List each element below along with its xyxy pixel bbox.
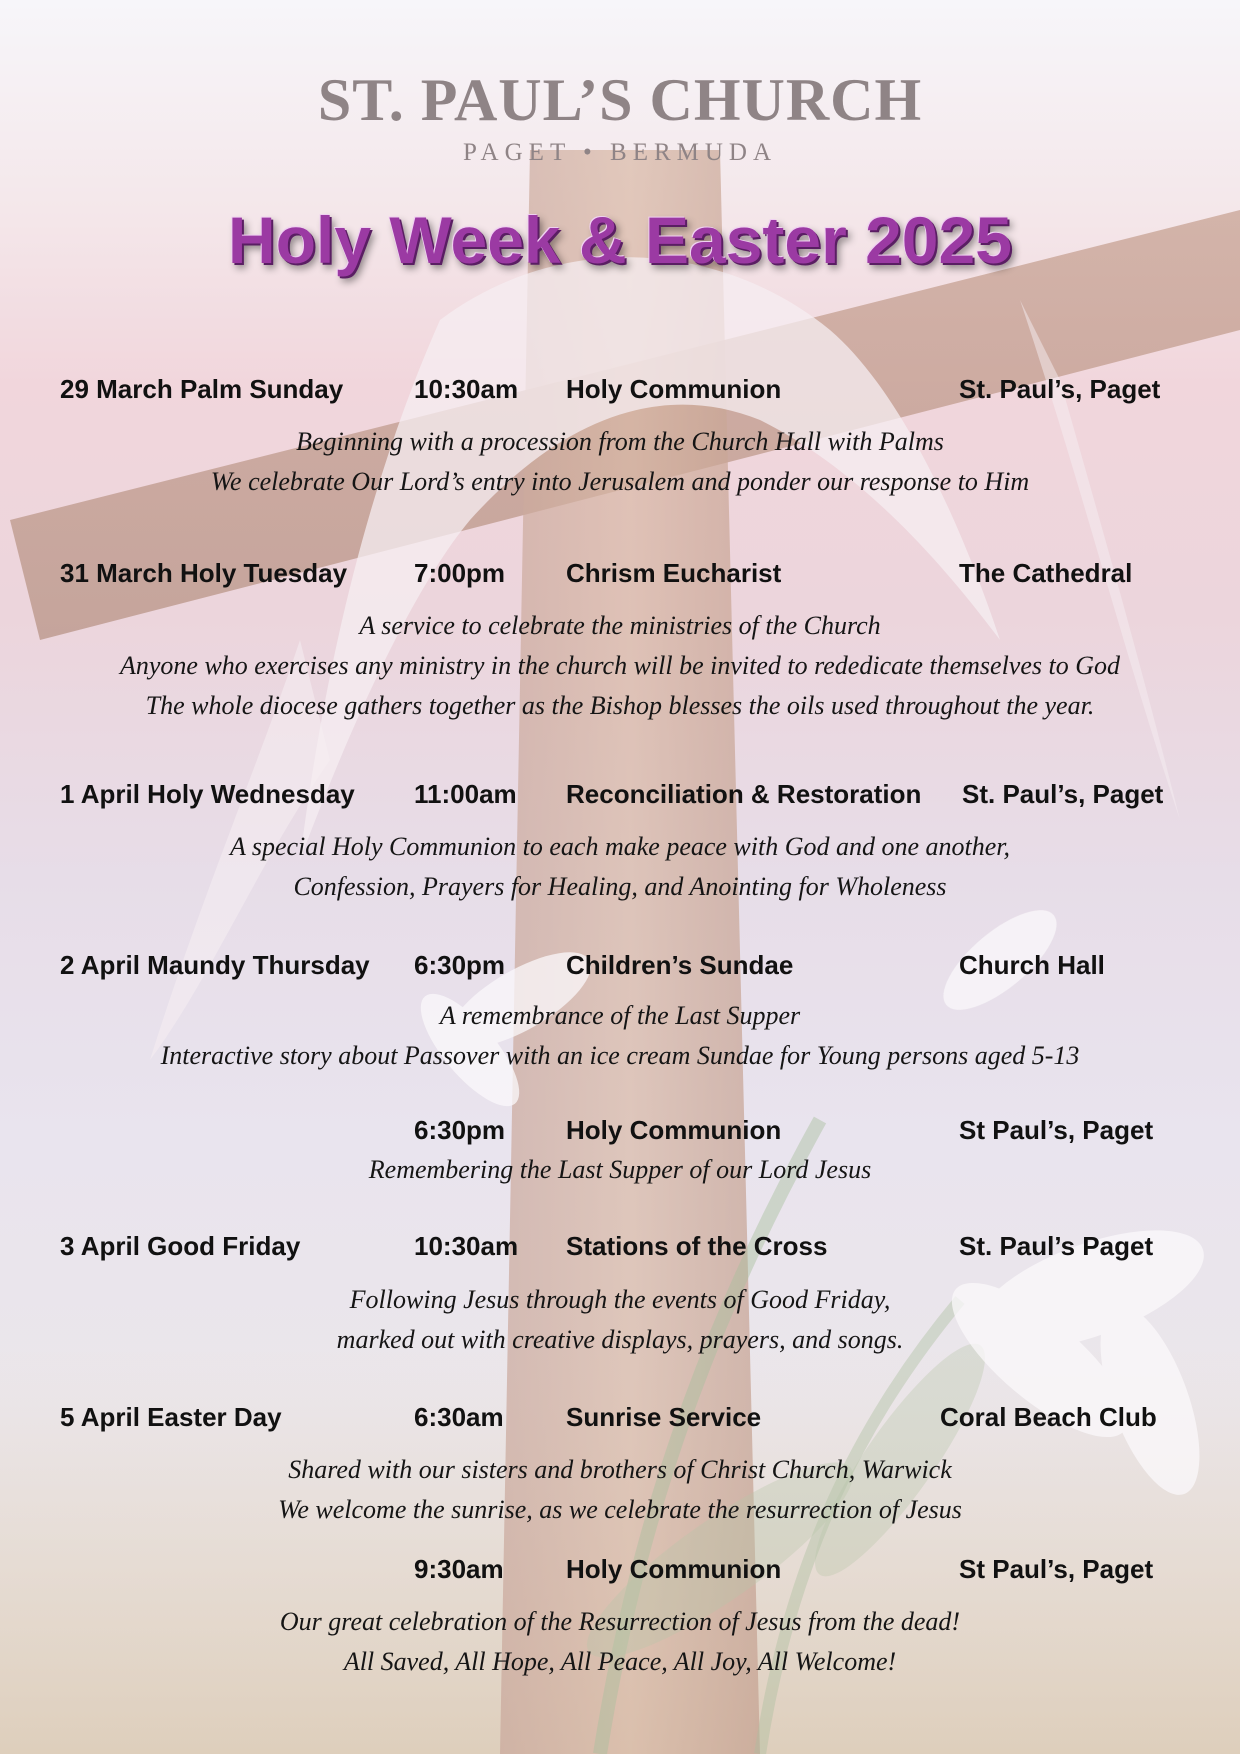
description-line: Interactive story about Passover with an ice cream Sundae for Young persons aged 5-13	[160, 1041, 1080, 1070]
event-date: 1 April Holy Wednesday	[60, 779, 355, 809]
event-row	[0, 371, 1240, 407]
event-row	[0, 947, 1240, 983]
description-line: Following Jesus through the events of Good Friday,	[349, 1285, 891, 1314]
event-row	[0, 555, 1240, 591]
event-date: 2 April Maundy Thursday	[60, 950, 370, 980]
event-description	[0, 827, 1240, 907]
event-date: 31 March Holy Tuesday	[60, 558, 348, 588]
event-description	[0, 606, 1240, 726]
event-description	[0, 996, 1240, 1076]
event-time: 7:00pm	[414, 558, 506, 588]
event-time: 9:30am	[414, 1554, 504, 1584]
event-service: Holy Communion	[566, 374, 782, 404]
event-venue: St. Paul’s, Paget	[959, 374, 1161, 404]
event-date: 5 April Easter Day	[60, 1402, 282, 1432]
event-service: Sunrise Service	[566, 1402, 762, 1432]
event-description	[0, 422, 1240, 502]
event-description	[0, 1150, 1240, 1190]
description-line: All Saved, All Hope, All Peace, All Joy, All Welcome!	[343, 1647, 897, 1676]
event-venue: St Paul’s, Paget	[959, 1115, 1154, 1145]
event-row	[0, 1399, 1240, 1435]
event-time: 10:30am	[414, 374, 519, 404]
event-venue: St Paul’s, Paget	[959, 1554, 1154, 1584]
church-location: PAGET • BERMUDA	[462, 139, 778, 166]
event-venue: St. Paul’s Paget	[959, 1231, 1154, 1261]
event-venue: The Cathedral	[959, 558, 1133, 588]
poster-title: Holy Week & Easter 2025	[228, 203, 1012, 277]
event-service: Stations of the Cross	[566, 1231, 828, 1261]
event-service: Reconciliation & Restoration	[566, 779, 922, 809]
description-line: We celebrate Our Lord’s entry into Jerusalem and ponder our response to Him	[210, 467, 1030, 496]
description-line: Our great celebration of the Resurrection of Jesus from the dead!	[279, 1607, 961, 1636]
event-venue: Church Hall	[959, 950, 1105, 980]
event-service: Children’s Sundae	[566, 950, 794, 980]
event-row	[0, 1551, 1240, 1587]
event-description	[0, 1450, 1240, 1530]
description-line: A remembrance of the Last Supper	[439, 1001, 801, 1030]
description-line: We welcome the sunrise, as we celebrate the resurrection of Jesus	[278, 1495, 962, 1524]
description-line: marked out with creative displays, prayers, and songs.	[336, 1325, 904, 1354]
event-time: 6:30pm	[414, 1115, 506, 1145]
event-venue: Coral Beach Club	[940, 1402, 1157, 1432]
event-description	[0, 1602, 1240, 1682]
event-service: Holy Communion	[566, 1115, 782, 1145]
description-line: The whole diocese gathers together as the Bishop blesses the oils used throughout the year.	[145, 691, 1095, 720]
event-date: 3 April Good Friday	[60, 1231, 301, 1261]
description-line: Confession, Prayers for Healing, and Anointing for Wholeness	[293, 872, 947, 901]
church-name: ST. PAUL’S CHURCH	[317, 67, 923, 133]
event-time: 10:30am	[414, 1231, 519, 1261]
description-line: Remembering the Last Supper of our Lord Jesus	[368, 1155, 872, 1184]
description-line: A special Holy Communion to each make peace with God and one another,	[229, 832, 1011, 861]
event-time: 11:00am	[414, 779, 517, 809]
event-service: Holy Communion	[566, 1554, 782, 1584]
event-time: 6:30am	[414, 1402, 504, 1432]
event-time: 6:30pm	[414, 950, 506, 980]
event-service: Chrism Eucharist	[566, 558, 782, 588]
description-line: Shared with our sisters and brothers of Christ Church, Warwick	[288, 1455, 952, 1484]
event-row	[0, 1112, 1240, 1148]
description-line: Beginning with a procession from the Church Hall with Palms	[296, 427, 944, 456]
event-description	[0, 1280, 1240, 1360]
event-venue: St. Paul’s, Paget	[962, 779, 1164, 809]
event-row	[0, 1228, 1240, 1264]
event-row	[0, 776, 1240, 812]
description-line: A service to celebrate the ministries of the Church	[359, 611, 881, 640]
description-line: Anyone who exercises any ministry in the church will be invited to rededicate themselves to God	[119, 651, 1120, 680]
event-date: 29 March Palm Sunday	[60, 374, 344, 404]
